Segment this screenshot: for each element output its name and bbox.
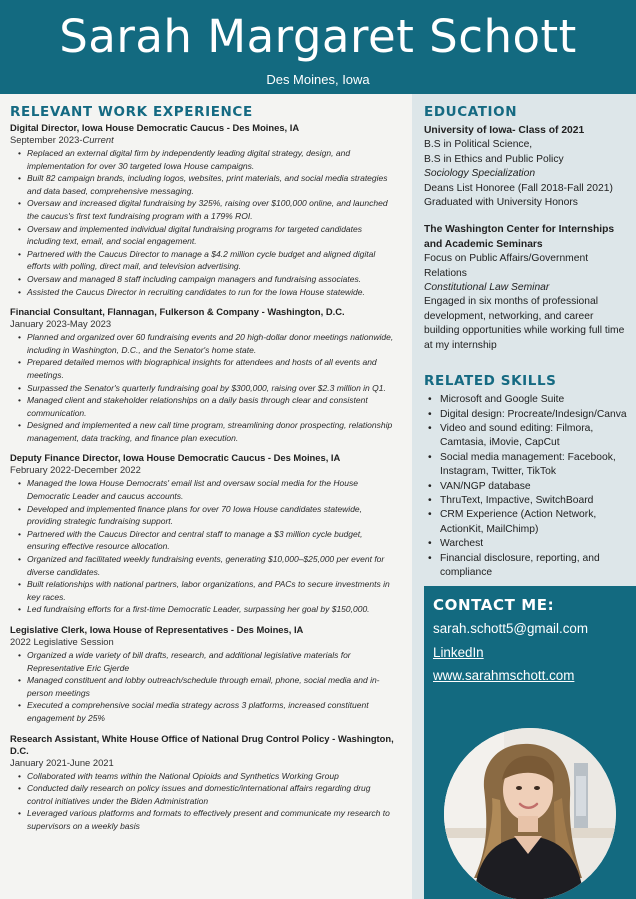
resume-name: Sarah Margaret Schott xyxy=(59,10,577,63)
seminar: Constitutional Law Seminar xyxy=(424,282,550,294)
bullet: • Surpassed the Senator's quarterly fundraising goal by $300,000, raising over $2.3 million in Q1. xyxy=(10,382,402,395)
bullet: • Managed constituent and lobby outreach/schedule through email, phone, social media and in-person meetings xyxy=(10,674,402,699)
focus: Focus on Public Affairs/Government Relations xyxy=(424,253,589,279)
education-entry xyxy=(424,124,626,210)
bullet: • Partnered with the Caucus Director to manage a $4.2 million cycle budget and aligned digital efforts with polling, direct mail, and television advertising. xyxy=(10,248,402,273)
job-title: Financial Consultant, Flannagan, Fulkerson & Company - Washington, D.C. xyxy=(10,306,345,318)
bullet: • Managed client and stakeholder relationships on a daily basis through clear and consistent communication. xyxy=(10,394,402,419)
skill-item: • Video and sound editing: Filmora, Camtasia, iMovie, CapCut xyxy=(424,422,626,451)
bullet: • Assisted the Caucus Director in recruiting candidates to run for the Iowa House statewide. xyxy=(10,286,402,299)
contact-heading: CONTACT ME: xyxy=(433,596,555,614)
bullet: • Developed and implemented finance plans for over 70 Iowa House candidates statewide, providing strategic fundraising support. xyxy=(10,503,402,528)
job-date: January 2021-June 2021 xyxy=(10,756,114,768)
job-bullets xyxy=(10,147,402,298)
job-title: Legislative Clerk, Iowa House of Representatives - Des Moines, IA xyxy=(10,624,304,635)
header-banner xyxy=(0,0,636,94)
skill-item: • VAN/NGP database xyxy=(424,480,626,494)
job-entry xyxy=(10,122,402,298)
skill-item: • Social media management: Facebook, Instagram, Twitter, TikTok xyxy=(424,451,626,480)
job-bullets xyxy=(10,331,402,444)
bullet: • Organized a wide variety of bill drafts, research, and additional legislative materials for Representative Eric Gjerde xyxy=(10,649,402,674)
bullet: • Conducted daily research on policy issues and domestic/international affairs regarding drug control initiatives under the Biden Administration xyxy=(10,782,402,807)
location: Des Moines, Iowa xyxy=(266,72,370,87)
bullet: • Managed the Iowa House Democrats' email list and oversaw social media for the House Democratic Leader and caucus accounts. xyxy=(10,477,402,502)
job-title: Deputy Finance Director, Iowa House Democratic Caucus - Des Moines, IA xyxy=(10,452,341,464)
skill-item: • Financial disclosure, reporting, and compliance xyxy=(424,552,626,581)
skill-item: • ThruText, Impactive, SwitchBoard xyxy=(424,494,626,508)
bullet: • Executed a comprehensive social media strategy across 3 platforms, increased constituent engagement by 25% xyxy=(10,699,402,724)
job-entry xyxy=(10,452,402,616)
experience-heading: RELEVANT WORK EXPERIENCE xyxy=(10,104,253,120)
education-entry xyxy=(424,223,626,353)
bullet: • Organized and facilitated weekly fundraising events, generating $10,000–$25,000 per event for diverse candidates. xyxy=(10,553,402,578)
website-link[interactable]: www.sarahmschott.com xyxy=(433,668,575,683)
skill-item: • Digital design: Procreate/Indesign/Canva xyxy=(424,408,626,422)
job-entry xyxy=(10,624,402,725)
honor: Deans List Honoree (Fall 2018-Fall 2021) xyxy=(424,182,613,194)
graduation-note: Graduated with University Honors xyxy=(424,197,578,209)
email-link[interactable]: sarah.schott5@gmail.com xyxy=(433,621,588,636)
job-entry xyxy=(10,733,402,833)
bullet: • Leveraged various platforms and formats to effectively present and communicate my research to supervisors on a weekly basis xyxy=(10,807,402,832)
job-title: Digital Director, Iowa House Democratic Caucus - Des Moines, IA xyxy=(10,122,300,133)
experience-column xyxy=(0,94,412,899)
job-date: 2022 Legislative Session xyxy=(10,636,114,647)
degree: B.S in Political Science, xyxy=(424,139,533,151)
job-date: September 2023-Current xyxy=(10,134,114,145)
linkedin-link[interactable]: LinkedIn xyxy=(433,644,484,660)
school-name: The Washington Center for Internships and Academic Seminars xyxy=(424,224,615,250)
bullet: • Planned and organized over 60 fundraising events and 20 high-dollar donor meetings nationwide, including in Washington, D.C., and the Senator's home state. xyxy=(10,331,402,356)
sidebar-column xyxy=(412,94,636,899)
education-heading: EDUCATION xyxy=(424,104,518,120)
bullet: • Oversaw and increased digital fundraising by 325%, raising over $100,000 online, and launched the caucus's first text fundraising program with a 179% ROI. xyxy=(10,197,402,222)
degree: B.S in Ethics and Public Policy xyxy=(424,153,564,165)
profile-photo xyxy=(444,728,616,899)
skills-list xyxy=(424,393,626,580)
bullet: • Replaced an external digital firm by independently leading digital strategy, design, and implementation for over 30 targeted Iowa House campaigns. xyxy=(10,147,402,172)
skill-item: • CRM Experience (Action Network, ActionKit, MailChimp) xyxy=(424,508,626,537)
job-date: February 2022-December 2022 xyxy=(10,464,141,476)
contact-card xyxy=(424,586,636,899)
job-date: January 2023-May 2023 xyxy=(10,318,112,330)
bullet: • Oversaw and managed 8 staff including campaign managers and fundraising associates. xyxy=(10,273,402,286)
job-bullets xyxy=(10,649,402,725)
bullet: • Collaborated with teams within the National Opioids and Synthetics Working Group xyxy=(10,770,402,783)
bullet: • Partnered with the Caucus Director and central staff to manage a $3 million cycle budget, ensuring effective resource allocation. xyxy=(10,528,402,553)
education-section xyxy=(412,94,636,580)
portrait-illustration xyxy=(444,728,616,899)
bullet: • Prepared detailed memos with biographical insights for attendees and hosts of all events and meetings. xyxy=(10,356,402,381)
job-entry xyxy=(10,306,402,444)
bullet: • Built relationships with national partners, labor organizations, and PACs to secure investments in key races. xyxy=(10,578,402,603)
description: Engaged in six months of professional development, networking, and career building opportunities while working full time at my internship xyxy=(424,296,625,351)
job-title: Research Assistant, White House Office of National Drug Control Policy - Washington, D.C. xyxy=(10,732,394,756)
bullet: • Designed and implemented a new call time program, streamlining donor prospecting, relationship management, data tracking, and finance plan execution. xyxy=(10,419,402,444)
job-bullets xyxy=(10,477,402,616)
bullet: • Built 82 campaign brands, including logos, websites, print materials, and social media strategies and data based, comprehensive messaging. xyxy=(10,172,402,197)
skill-item: • Microsoft and Google Suite xyxy=(424,393,626,407)
specialization: Sociology Specialization xyxy=(424,168,536,180)
school-name: University of Iowa- Class of 2021 xyxy=(424,125,585,136)
bullet: • Oversaw and implemented individual digital fundraising programs for targeted candidates including text, email, and social engagement. xyxy=(10,223,402,248)
job-bullets xyxy=(10,770,402,833)
skills-heading: RELATED SKILLS xyxy=(424,373,557,390)
bullet: • Led fundraising efforts for a first-time Democratic Leader, surpassing her goal by $150,000. xyxy=(10,603,402,616)
skill-item: • Warchest xyxy=(424,537,626,551)
